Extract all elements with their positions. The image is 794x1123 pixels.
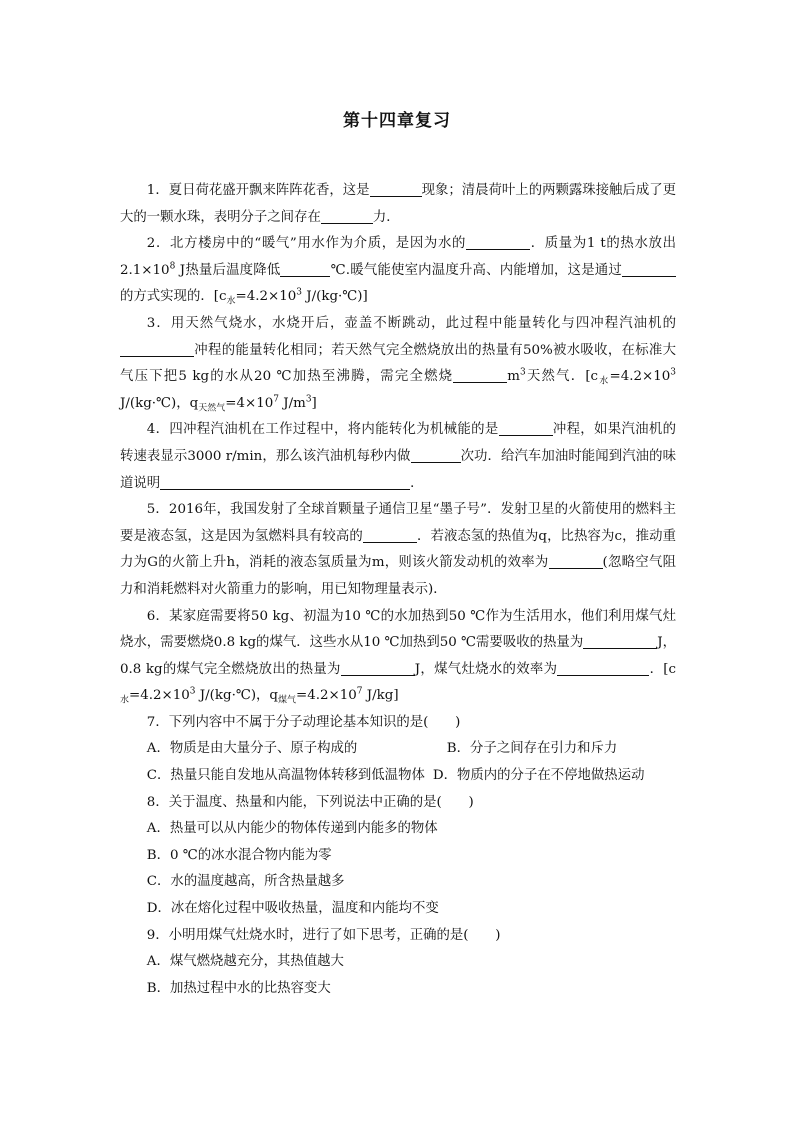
answer-blank[interactable] bbox=[321, 209, 373, 224]
question-9-stem: 9．小明用煤气灶烧水时，进行了如下思考，正确的是( ) bbox=[146, 927, 501, 943]
option-d[interactable]: D．物质内的分子在不停地做热运动 bbox=[432, 768, 645, 784]
answer-blank[interactable] bbox=[499, 421, 553, 436]
q3-text-g: =4×10 bbox=[225, 395, 274, 411]
q2-text-e: 的方式实现的．[c bbox=[120, 289, 227, 305]
exponent: 7 bbox=[273, 394, 279, 405]
option-c[interactable]: C．热量只能自发地从高温物体转移到低温物体 bbox=[146, 768, 425, 784]
question-6 bbox=[120, 604, 676, 710]
q3-text-i: ] bbox=[311, 395, 317, 411]
q3-text-h: J/m bbox=[278, 395, 306, 411]
exponent: 7 bbox=[356, 686, 363, 697]
option-b[interactable]: B．0 ℃的冰水混合物内能为零 bbox=[146, 847, 332, 863]
page-title: 第十四章复习 bbox=[343, 111, 451, 131]
exponent: 3 bbox=[520, 367, 526, 378]
option-b[interactable]: B．分子之间存在引力和斥力 bbox=[446, 741, 618, 757]
q6-text-h: J/kg] bbox=[362, 688, 399, 704]
q2-text-b: ．质量为1 t的热水放出2.1×10 bbox=[120, 236, 676, 278]
question-5 bbox=[120, 497, 676, 603]
subscript: 水 bbox=[120, 695, 130, 706]
question-8-stem: 8．关于温度、热量和内能，下列说法中正确的是( ) bbox=[146, 794, 474, 810]
exponent: 3 bbox=[670, 367, 676, 378]
q3-text-a: 3．用天然气烧水，水烧开后，壶盖不断跳动，此过程中能量转化与四冲程汽油机的 bbox=[146, 315, 676, 331]
q3-text-f: J/(kg·℃)，q bbox=[120, 395, 199, 411]
subscript: 水 bbox=[226, 297, 236, 308]
q2-text-g: J/(kg·℃)] bbox=[302, 289, 368, 305]
option-b[interactable]: B．加热过程中水的比热容变大 bbox=[146, 980, 331, 996]
option-d[interactable]: D．冰在熔化过程中吸收热量，温度和内能均不变 bbox=[146, 901, 439, 917]
answer-blank[interactable] bbox=[341, 661, 415, 676]
question-1 bbox=[120, 178, 676, 231]
q4-text-d: ． bbox=[410, 475, 424, 491]
exponent: 8 bbox=[169, 261, 176, 272]
q3-text-b: 冲程的能量转化相同；若天然气完全燃烧放出的热量有50%被水吸收，在标准大气压下把5 kg的水从20 ℃加热至沸腾，需完全燃烧 bbox=[120, 342, 676, 385]
q5-text-b: ．若液态氢的热值为q，比热容为c，推动重力为G的火箭上升h，消耗的液态氢质量为m，则该火箭发动机的效率为 bbox=[120, 528, 676, 571]
subscript: 水 bbox=[598, 376, 610, 387]
q6-text-g: =4.2×10 bbox=[296, 688, 357, 704]
q1-text-b: 现象；清晨荷叶上的两颗露珠接触后成了更大的一颗水珠，表明分子之间存在 bbox=[120, 183, 676, 225]
answer-blank[interactable] bbox=[363, 528, 417, 543]
question-7-stem: 7．下列内容中不属于分子动理论基本知识的是( ) bbox=[146, 714, 461, 730]
option-a[interactable]: A．煤气燃烧越充分，其热值越大 bbox=[146, 954, 344, 970]
answer-blank[interactable] bbox=[411, 448, 461, 463]
q3-text-e: =4.2×10 bbox=[609, 369, 671, 385]
q6-text-f: J/(kg·℃)，q bbox=[195, 688, 278, 704]
q4-text-c: 次功．给汽车加油时能闻到汽油的味道说明 bbox=[120, 448, 676, 491]
q2-text-f: =4.2×10 bbox=[235, 289, 297, 305]
answer-blank[interactable] bbox=[466, 235, 530, 250]
q4-text-a: 4．四冲程汽油机在工作过程中，将内能转化为机械能的是 bbox=[146, 422, 499, 438]
answer-blank[interactable] bbox=[557, 661, 649, 676]
answer-blank[interactable] bbox=[160, 475, 410, 490]
option-c[interactable]: C．水的温度越高，所含热量越多 bbox=[146, 874, 345, 890]
q6-text-e: =4.2×10 bbox=[129, 688, 190, 704]
answer-blank[interactable] bbox=[120, 342, 194, 357]
exponent: 3 bbox=[296, 287, 302, 298]
q2-text-d: ℃.暖气能使室内温度升高、内能增加，这是通过 bbox=[330, 262, 622, 278]
exponent: 3 bbox=[189, 686, 196, 697]
q6-text-c: J，煤气灶烧水的效率为 bbox=[414, 661, 558, 677]
q6-text-b: J，0.8 kg的煤气完全燃烧放出的热量为 bbox=[120, 635, 676, 677]
answer-blank[interactable] bbox=[583, 634, 657, 649]
question-3 bbox=[120, 311, 676, 417]
question-list bbox=[120, 178, 676, 1002]
q6-text-d: ．[c bbox=[649, 661, 676, 677]
answer-blank[interactable] bbox=[549, 554, 603, 569]
q1-text-c: 力． bbox=[372, 209, 400, 225]
exponent: 3 bbox=[305, 394, 312, 405]
q2-text-c: J热量后温度降低 bbox=[175, 262, 281, 278]
question-4 bbox=[120, 417, 676, 497]
option-a[interactable]: A．热量可以从内能少的物体传递到内能多的物体 bbox=[146, 821, 438, 837]
answer-blank[interactable] bbox=[280, 262, 330, 277]
answer-blank[interactable] bbox=[622, 262, 676, 277]
q4-text-b: 冲程，如果汽油机的转速表显示3000 r/min，那么该汽油机每秒内做 bbox=[120, 422, 676, 464]
option-a[interactable]: A．物质是由大量分子、原子构成的 bbox=[146, 741, 358, 757]
q3-text-d: 天然气．[c bbox=[525, 369, 599, 385]
q5-text-c: (忽略空气阻力和消耗燃料对火箭重力的影响，用已知物理量表示)． bbox=[120, 555, 676, 597]
answer-blank[interactable] bbox=[370, 182, 422, 197]
question-7-options-row-2 bbox=[120, 763, 676, 790]
q3-text-c: m bbox=[507, 369, 520, 385]
q5-text-a: 5．2016年，我国发射了全球首颗量子通信卫星“墨子号”．发射卫星的火箭使用的燃料主要是液态氢，这是因为氢燃料具有较高的 bbox=[120, 502, 676, 544]
question-7-options-row-1 bbox=[120, 736, 676, 763]
subscript: 煤气 bbox=[278, 695, 297, 706]
question-2 bbox=[120, 231, 676, 311]
q6-text-a: 6．某家庭需要将50 kg、初温为10 ℃的水加热到50 ℃作为生活用水，他们利用煤气灶烧水，需要燃烧0.8 kg的煤气．这些水从10 ℃加热到50 ℃需要吸收的热量为 bbox=[120, 608, 676, 651]
q2-text-a: 2．北方楼房中的“暖气”用水作为介质，是因为水的 bbox=[146, 236, 467, 252]
subscript: 天然气 bbox=[198, 403, 226, 414]
q1-text-a: 1．夏日荷花盛开飘来阵阵花香，这是 bbox=[146, 183, 370, 198]
answer-blank[interactable] bbox=[453, 368, 507, 383]
